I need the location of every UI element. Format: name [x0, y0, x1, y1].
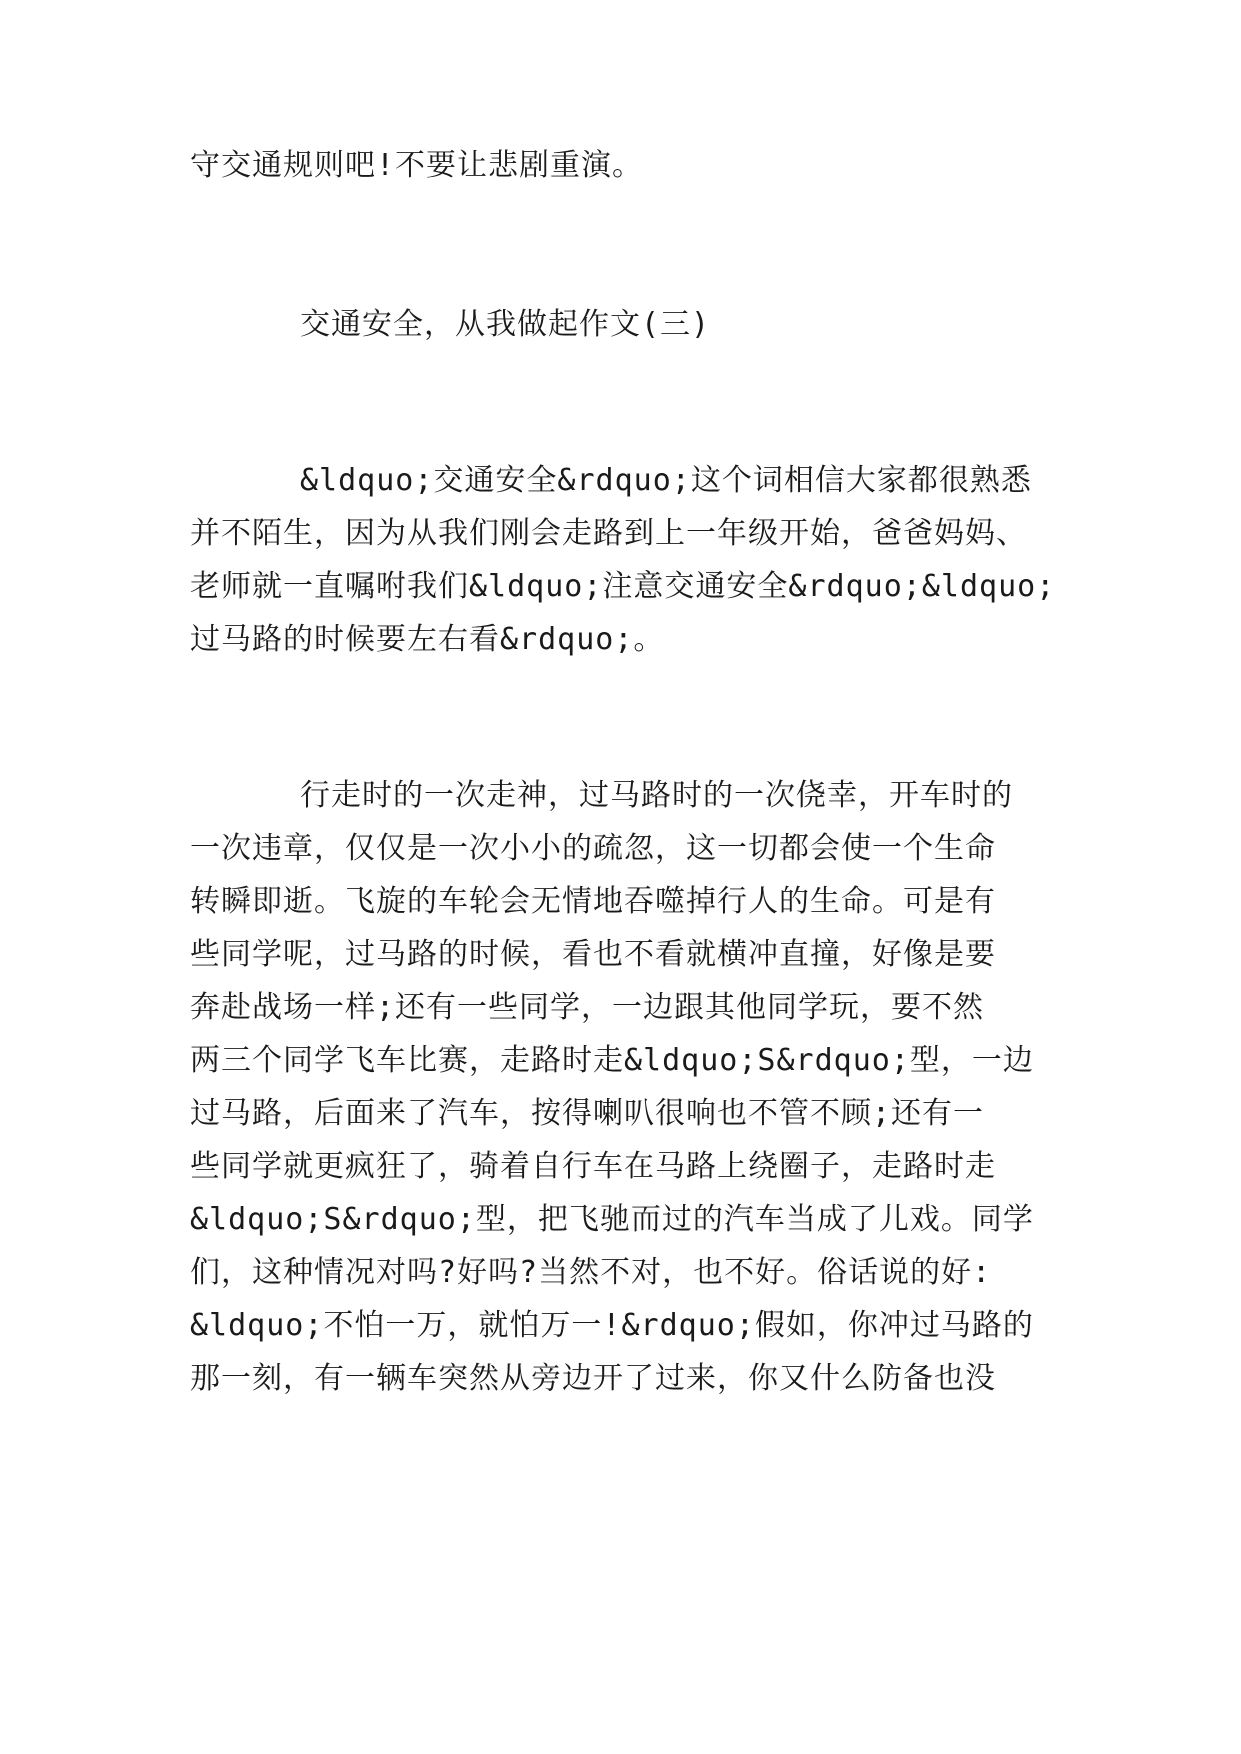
paragraph-line: 行走时的一次走神，过马路时的一次侥幸，开车时的	[300, 778, 1013, 813]
paragraph-line: &ldquo;不怕一万，就怕万一!&rdquo;假如，你冲过马路的	[190, 1308, 1034, 1343]
paragraph-line: 过马路的时候要左右看&rdquo;。	[190, 622, 665, 657]
paragraph-line: &ldquo;S&rdquo;型，把飞驰而过的汽车当成了儿戏。同学	[190, 1202, 1034, 1237]
paragraph-line: 并不陌生，因为从我们刚会走路到上一年级开始，爸爸妈妈、	[190, 516, 1027, 551]
paragraph-line: 奔赴战场一样;还有一些同学，一边跟其他同学玩，要不然	[190, 990, 985, 1025]
section-title: 交通安全，从我做起作文(三)	[300, 307, 711, 342]
paragraph-line: 些同学就更疯狂了，骑着自行车在马路上绕圈子，走路时走	[190, 1149, 996, 1184]
paragraph-line: 们，这种情况对吗?好吗?当然不对，也不好。俗话说的好:	[190, 1255, 992, 1290]
paragraph-line: 两三个同学飞车比赛，走路时走&ldquo;S&rdquo;型，一边	[190, 1043, 1034, 1078]
paragraph-line: 那一刻，有一辆车突然从旁边开了过来，你又什么防备也没	[190, 1361, 996, 1396]
paragraph-line: 过马路，后面来了汽车，按得喇叭很响也不管不顾;还有一	[190, 1096, 985, 1131]
paragraph-line: &ldquo;交通安全&rdquo;这个词相信大家都很熟悉	[300, 463, 1032, 498]
paragraph-line: 老师就一直嘱咐我们&ldquo;注意交通安全&rdquo;&ldquo;	[190, 569, 1056, 604]
paragraph-line: 转瞬即逝。飞旋的车轮会无情地吞噬掉行人的生命。可是有	[190, 884, 996, 919]
paragraph-line: 些同学呢，过马路的时候，看也不看就横冲直撞，好像是要	[190, 937, 996, 972]
paragraph-line: 一次违章，仅仅是一次小小的疏忽，这一切都会使一个生命	[190, 831, 996, 866]
continuation-line: 守交通规则吧!不要让悲剧重演。	[190, 148, 644, 183]
